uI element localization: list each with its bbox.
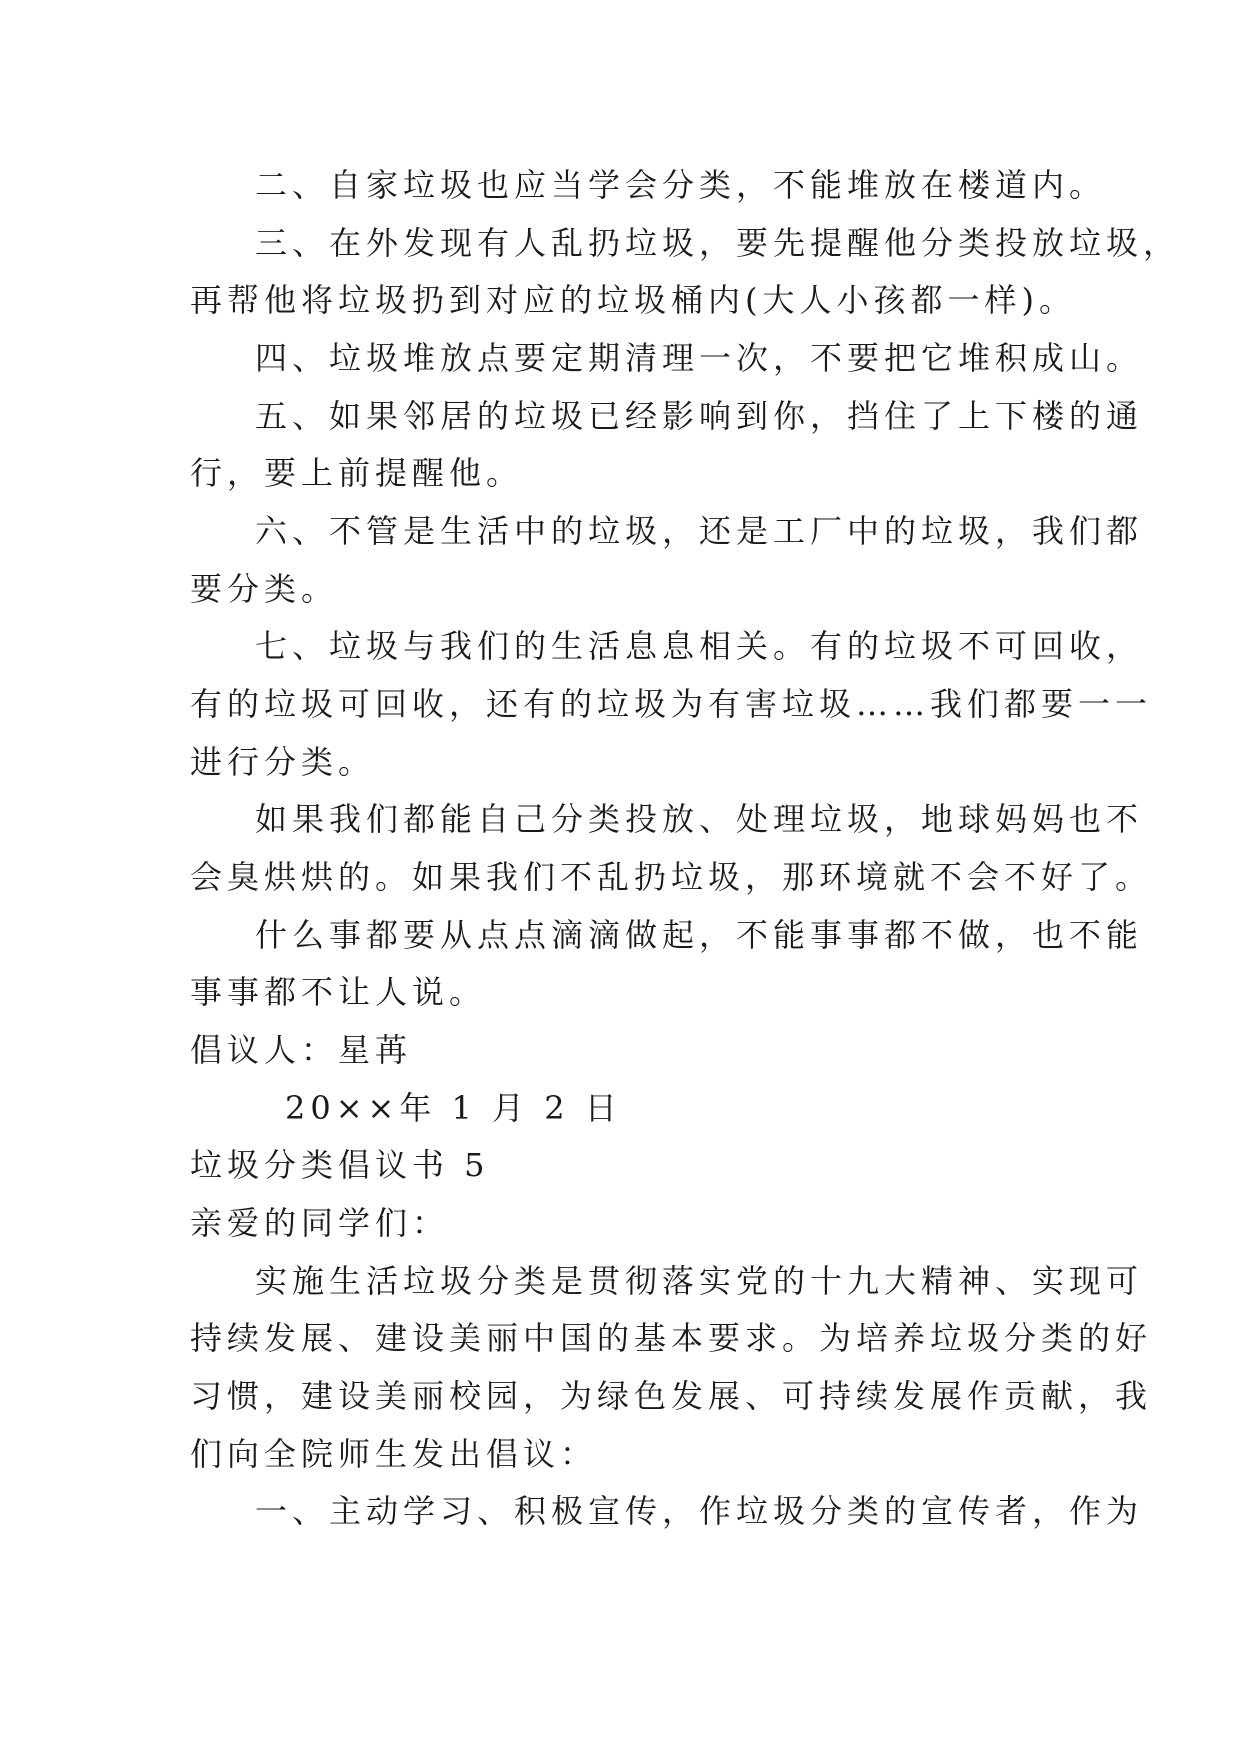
salutation-line: 亲爱的同学们：	[190, 1204, 450, 1242]
paragraph-line: 实施生活垃圾分类是贯彻落实党的十九大精神、实现可	[255, 1262, 1144, 1300]
date-line: 20××年 1 月 2 日	[285, 1089, 622, 1127]
paragraph-line: 一、主动学习、积极宣传，作垃圾分类的宣传者，作为	[255, 1492, 1144, 1530]
paragraph-line: 七、垃圾与我们的生活息息相关。有的垃圾不可回收，	[255, 627, 1144, 665]
paragraph-line: 习惯，建设美丽校园，为绿色发展、可持续发展作贡献，我	[190, 1377, 1153, 1415]
paragraph-line: 什么事都要从点点滴滴做起，不能事事都不做，也不能	[255, 916, 1144, 954]
paragraph-line: 进行分类。	[190, 743, 376, 781]
initiator-line: 倡议人：星苒	[190, 1031, 413, 1069]
section-title: 垃圾分类倡议书 5	[190, 1146, 490, 1184]
paragraph-line: 事事都不让人说。	[190, 973, 487, 1011]
paragraph-line: 五、如果邻居的垃圾已经影响到你，挡住了上下楼的通	[255, 397, 1144, 435]
paragraph-line: 行，要上前提醒他。	[190, 454, 524, 492]
paragraph-line: 六、不管是生活中的垃圾，还是工厂中的垃圾，我们都	[255, 512, 1144, 550]
paragraph-line: 如果我们都能自己分类投放、处理垃圾，地球妈妈也不	[255, 800, 1144, 838]
paragraph-line: 三、在外发现有人乱扔垃圾，要先提醒他分类投放垃圾，	[255, 224, 1181, 262]
paragraph-line: 二、自家垃圾也应当学会分类，不能堆放在楼道内。	[255, 166, 1107, 204]
paragraph-line: 要分类。	[190, 570, 339, 608]
paragraph-line: 会臭烘烘的。如果我们不乱扔垃圾，那环境就不会不好了。	[190, 858, 1153, 896]
paragraph-line: 们向全院师生发出倡议：	[190, 1435, 598, 1473]
paragraph-line: 持续发展、建设美丽中国的基本要求。为培养垃圾分类的好	[190, 1319, 1153, 1357]
paragraph-line: 有的垃圾可回收，还有的垃圾为有害垃圾……我们都要一一	[190, 685, 1153, 723]
paragraph-line: 四、垃圾堆放点要定期清理一次，不要把它堆积成山。	[255, 339, 1144, 377]
paragraph-line: 再帮他将垃圾扔到对应的垃圾桶内(大人小孩都一样)。	[190, 281, 1076, 319]
